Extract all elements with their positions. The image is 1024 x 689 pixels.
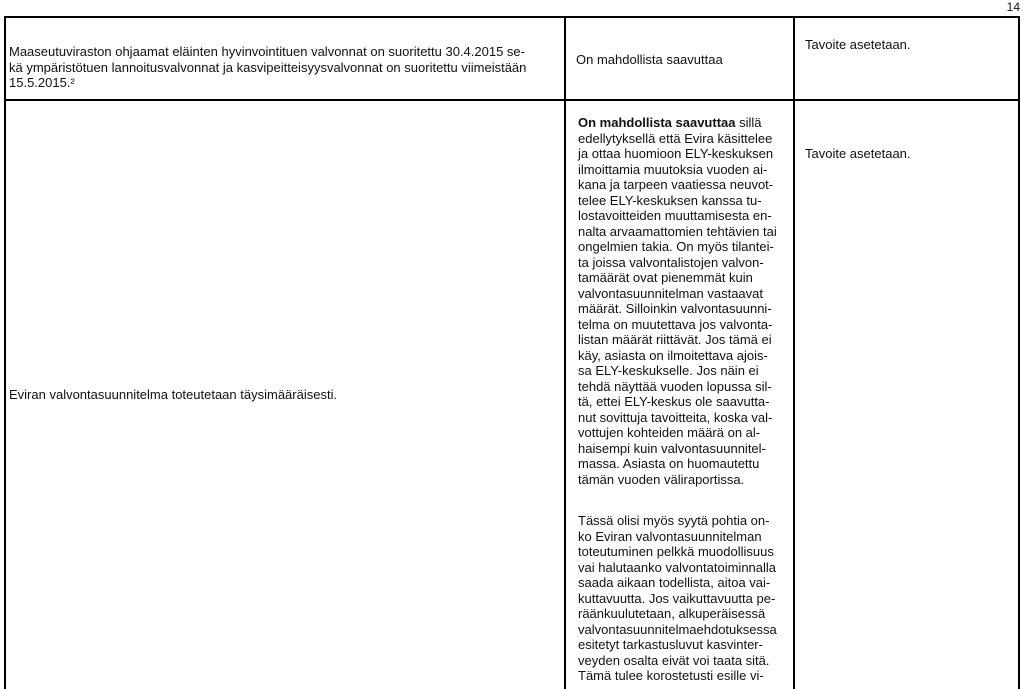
row1-requirement-line: 15.5.2015.² xyxy=(9,75,75,90)
row2-assessment-line: ja ottaa huomioon ELY-keskuksen xyxy=(578,146,774,161)
row2-assessment-line: massa. Asiasta on huomautettu xyxy=(578,456,760,471)
row1-target-cell xyxy=(805,37,911,53)
column-divider-2 xyxy=(793,16,795,689)
row1-requirement-line: Maaseutuviraston ohjaamat eläinten hyvinvointituen valvonnat on suoritettu 30.4.2015 se- xyxy=(9,44,525,59)
row2-target-cell xyxy=(805,146,911,162)
row2-assessment-line: tämän vuoden väliraportissa. xyxy=(578,471,745,487)
row2-assessment-line: valvontasuunnitelman vastaavat xyxy=(578,285,764,301)
row2-assessment-para2-line: veyden osalta eivät voi taata sitä. xyxy=(578,652,770,668)
row2-assessment-line: ongelmien takia. On myös tilantei- xyxy=(578,239,774,254)
row2-target-text: Tavoite asetetaan. xyxy=(805,146,911,161)
row2-assessment-line: haisempi kuin valvontasuunnitel- xyxy=(578,440,766,456)
row2-assessment-para2-line: ko Eviran valvontasuunnitelman xyxy=(578,528,762,544)
row2-assessment-line: sa ELY-keskukselle. Jos näin ei xyxy=(578,363,759,378)
row2-assessment-line: telma on muutettava jos valvonta- xyxy=(578,316,773,332)
row2-assessment-line: nalta arvaamattomien tehtävien tai xyxy=(578,223,777,239)
page-number: 14 xyxy=(1006,0,1020,14)
row2-assessment-line: telee ELY-keskuksen kanssa tu- xyxy=(578,192,762,208)
row2-assessment-lead-rest: sillä xyxy=(735,115,762,130)
row2-assessment-line: tehdä näyttää vuoden lopussa sil- xyxy=(578,378,772,394)
row2-assessment-para2-line: saada aikaan todellista, aitoa vai- xyxy=(578,575,771,590)
row2-assessment-line: lostavoitteiden muuttamisesta en- xyxy=(578,208,772,223)
row-divider xyxy=(4,99,1020,101)
row2-assessment-para2-line: vai halutaanko valvontatoiminnalla xyxy=(578,559,777,575)
row2-assessment-line: määrät. Silloinkin valvontasuunni- xyxy=(578,301,772,316)
row2-assessment-para2-line: esitetyt tarkastusluvut kasvinter- xyxy=(578,637,763,652)
row2-assessment-lead-line xyxy=(578,115,777,131)
row2-assessment-para2-line: Tässä olisi myös syytä pohtia on- xyxy=(578,513,770,528)
row2-assessment-line: tä, ettei ELY-keskus ole saavutta- xyxy=(578,394,770,409)
row2-assessment-line: käy, asiasta on ilmoitettava ajois- xyxy=(578,347,768,363)
row1-assessment-text: On mahdollista saavuttaa xyxy=(576,52,723,67)
row2-assessment-line: nut sovittuja tavoitteita, koska val- xyxy=(578,409,773,425)
row2-assessment-line: listan määrät riittävät. Jos tämä ei xyxy=(578,332,772,347)
row2-assessment-lead-bold: On mahdollista saavuttaa xyxy=(578,115,736,130)
row2-requirement-cell xyxy=(9,387,337,403)
row2-assessment-para2-line: räänkuulutetaan, alkuperäisessä xyxy=(578,606,766,621)
row1-target-text: Tavoite asetetaan. xyxy=(805,37,911,52)
table-right-border xyxy=(1018,16,1020,689)
row2-assessment-line: ta joissa valvontalistojen valvon- xyxy=(578,254,764,270)
row2-assessment-para2-line: valvontasuunnitelmaehdotuksessa xyxy=(578,621,777,637)
row2-assessment-line: kana ja tarpeen vaatiessa neuvot- xyxy=(578,177,774,192)
row2-assessment-para2-line: kuttavuutta. Jos vaikuttavuutta pe- xyxy=(578,590,776,606)
column-divider-1 xyxy=(564,16,566,689)
table-left-border xyxy=(4,16,6,689)
row2-assessment-line: vottujen kohteiden määrä on al- xyxy=(578,425,761,440)
row2-assessment-cell xyxy=(578,115,777,487)
row2-assessment-para2-line: Tämä tulee korostetusti esille vi- xyxy=(578,668,764,683)
row2-assessment-line: ilmoittamia muutoksia vuoden ai- xyxy=(578,161,768,177)
row2-assessment-para2-line: toteutuminen pelkkä muodollisuus xyxy=(578,544,774,559)
table-top-border xyxy=(4,16,1020,18)
row2-requirement-text: Eviran valvontasuunnitelma toteutetaan täysimääräisesti. xyxy=(9,387,338,402)
row2-assessment-line: edellytyksellä että Evira käsittelee xyxy=(578,130,773,146)
row1-requirement-cell xyxy=(9,44,526,91)
row2-assessment-line: tamäärät ovat pienemmät kuin xyxy=(578,270,753,285)
row1-requirement-line: kä ympäristötuen lannoitusvalvonnat ja kasvipeitteisyysvalvonnat on suoritettu viimeistään xyxy=(9,59,527,75)
row2-assessment-paragraph-2 xyxy=(578,513,777,684)
row1-assessment-cell xyxy=(576,52,723,68)
